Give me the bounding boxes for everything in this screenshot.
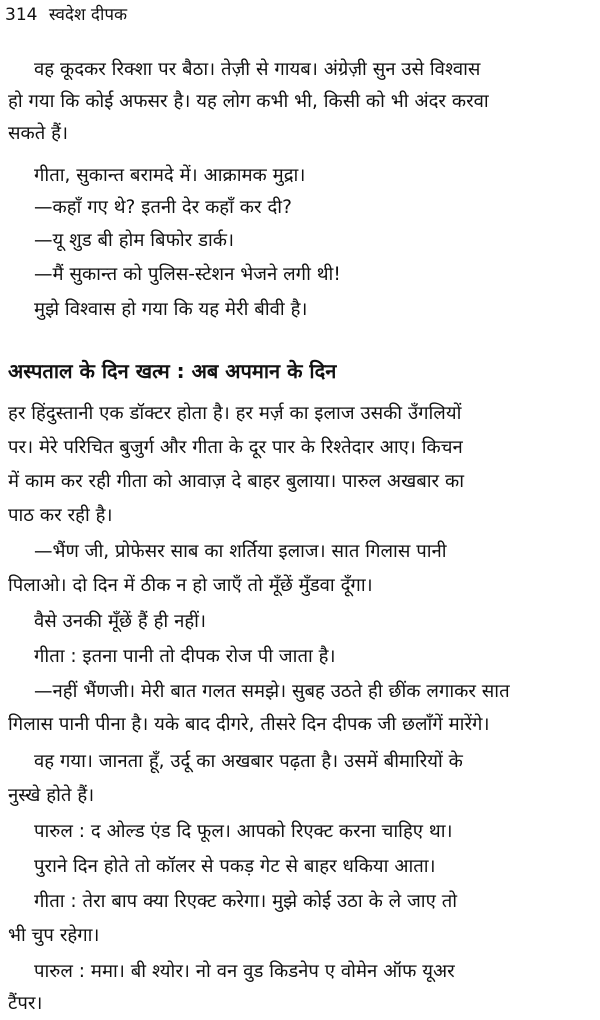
paragraph-line: वैसे उनकी मूँछें हैं ही नहीं।: [34, 611, 206, 632]
paragraph-line: पारुल : ममा। बी श्योर। नो वन वुड किडनेप ए वोमेन ऑफ यूअर: [34, 961, 455, 982]
paragraph-line: गीता : तेरा बाप क्या रिएक्ट करेगा। मुझे कोई उठा के ले जाए तो: [34, 891, 458, 912]
paragraph-line: —कहाँ गए थे? इतनी देर कहाँ कर दी?: [34, 197, 292, 218]
page-number: 314: [5, 5, 38, 25]
paragraph-line: पुराने दिन होते तो कॉलर से पकड़ गेट से बाहर धकिया आता।: [34, 856, 436, 877]
paragraph-line: नुस्खे होते हैं।: [8, 785, 95, 806]
paragraph-line: भी चुप रहेगा।: [8, 925, 100, 946]
paragraph-line: सकते हैं।: [8, 123, 68, 144]
paragraph-line: पर। मेरे परिचित बुजुर्ग और गीता के दूर पार के रिश्तेदार आए। किचन: [8, 437, 463, 458]
paragraph-line: हो गया कि कोई अफसर है। यह लोग कभी भी, किसी को भी अंदर करवा: [8, 91, 489, 112]
paragraph-line: हर हिंदुस्तानी एक डॉक्टर होता है। हर मर्ज़ का इलाज उसकी उँगलियों: [8, 403, 462, 424]
paragraph-line: —भैंण जी, प्रोफेसर साब का शर्तिया इलाज। सात गिलास पानी: [34, 541, 447, 562]
paragraph-line: —मैं सुकान्त को पुलिस-स्टेशन भेजने लगी थी!: [34, 264, 341, 285]
page-header: [5, 5, 127, 25]
paragraph-line: गिलास पानी पीना है। यके बाद दीगरे, तीसरे दिन दीपक जी छलाँगें मारेंगे।: [8, 714, 490, 735]
paragraph-line: वह गया। जानता हूँ, उर्दू का अखबार पढ़ता है। उसमें बीमारियों के: [34, 751, 463, 772]
section-heading: अस्पताल के दिन खत्म : अब अपमान के दिन: [8, 359, 337, 383]
paragraph-line: —नहीं भैंणजी। मेरी बात गलत समझे। सुबह उठते ही छींक लगाकर सात: [34, 681, 510, 702]
paragraph-line: —यू शुड बी होम बिफोर डार्क।: [34, 230, 235, 251]
paragraph-line: पिलाओ। दो दिन में ठीक न हो जाएँ तो मूँछें मुँडवा दूँगा।: [8, 575, 373, 596]
paragraph-line: वह कूदकर रिक्शा पर बैठा। तेज़ी से गायब। अंग्रेज़ी सुन उसे विश्वास: [34, 59, 481, 80]
paragraph-line: पारुल : द ओल्ड एंड दि फूल। आपको रिएक्ट करना चाहिए था।: [34, 821, 453, 842]
paragraph-line: मुझे विश्वास हो गया कि यह मेरी बीवी है।: [34, 299, 308, 320]
paragraph-line: टैंपर।: [8, 993, 43, 1014]
paragraph-line: गीता : इतना पानी तो दीपक रोज पी जाता है।: [34, 646, 336, 667]
paragraph-line: में काम कर रही गीता को आवाज़ दे बाहर बुलाया। पारुल अखबार का: [8, 471, 464, 492]
paragraph-line: पाठ कर रही है।: [8, 505, 113, 526]
book-title: स्वदेश दीपक: [48, 5, 128, 25]
paragraph-line: गीता, सुकान्त बरामदे में। आक्रामक मुद्रा।: [34, 165, 306, 186]
